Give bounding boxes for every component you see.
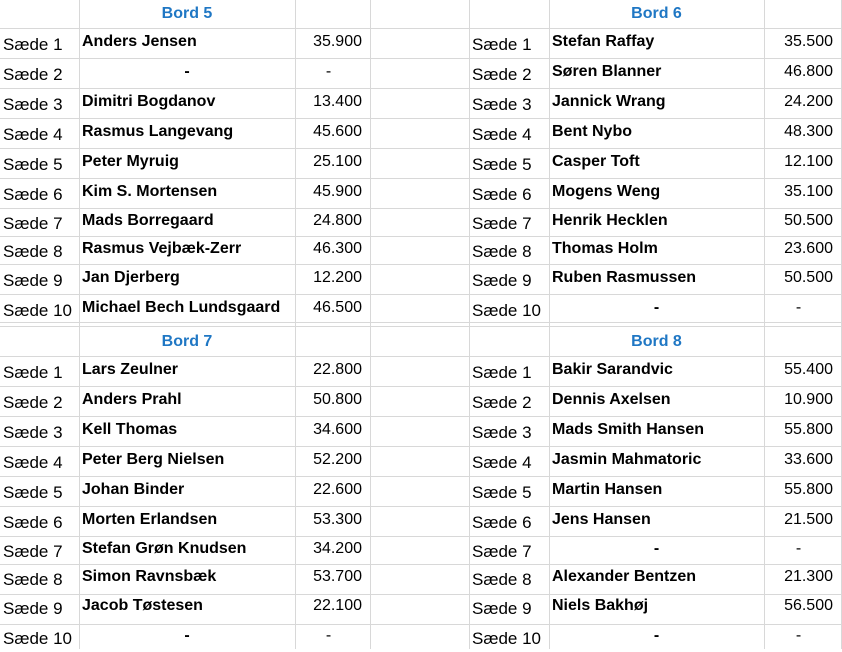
- grid-column-line: [549, 0, 550, 649]
- chip-amount[interactable]: 23.600: [784, 240, 833, 257]
- player-name[interactable]: Peter Berg Nielsen: [82, 451, 225, 468]
- chip-amount[interactable]: 24.800: [313, 212, 362, 229]
- chip-amount[interactable]: 46.800: [784, 63, 833, 80]
- seat-label[interactable]: Sæde 2: [472, 65, 532, 84]
- player-name[interactable]: Jannick Wrang: [552, 93, 666, 110]
- seat-label[interactable]: Sæde 9: [3, 599, 63, 618]
- chip-amount[interactable]: 53.700: [313, 568, 362, 585]
- player-name[interactable]: Rasmus Langevang: [82, 123, 234, 140]
- player-name[interactable]: Jan Djerberg: [82, 269, 180, 286]
- seat-label[interactable]: Sæde 8: [472, 242, 532, 261]
- chip-amount[interactable]: -: [325, 627, 332, 644]
- seat-label[interactable]: Sæde 6: [3, 185, 63, 204]
- seat-label[interactable]: Sæde 10: [3, 301, 72, 320]
- chip-amount[interactable]: 35.100: [784, 183, 833, 200]
- player-name[interactable]: Kell Thomas: [82, 421, 178, 438]
- chip-amount[interactable]: 52.200: [313, 451, 362, 468]
- seat-label[interactable]: Sæde 8: [472, 570, 532, 589]
- player-name[interactable]: Rasmus Vejbæk-Zerr: [82, 240, 242, 257]
- player-name[interactable]: Morten Erlandsen: [82, 511, 218, 528]
- player-name[interactable]: Søren Blanner: [552, 63, 662, 80]
- player-name[interactable]: Jacob Tøstesen: [82, 597, 203, 614]
- player-name[interactable]: Simon Ravnsbæk: [82, 568, 217, 585]
- seat-label[interactable]: Sæde 3: [3, 423, 63, 442]
- seat-label[interactable]: Sæde 3: [472, 95, 532, 114]
- seat-label[interactable]: Sæde 7: [3, 542, 63, 561]
- chip-amount[interactable]: 45.600: [313, 123, 362, 140]
- seat-label[interactable]: Sæde 4: [472, 453, 532, 472]
- player-name[interactable]: Anders Jensen: [82, 33, 197, 50]
- seat-label[interactable]: Sæde 2: [3, 65, 63, 84]
- chip-amount[interactable]: 12.200: [313, 269, 362, 286]
- player-name[interactable]: Mads Smith Hansen: [552, 421, 705, 438]
- player-name[interactable]: Johan Binder: [82, 481, 185, 498]
- player-name[interactable]: Mads Borregaard: [82, 212, 214, 229]
- seat-label[interactable]: Sæde 5: [3, 155, 63, 174]
- seat-label[interactable]: Sæde 5: [472, 483, 532, 502]
- seat-label[interactable]: Sæde 10: [3, 629, 72, 648]
- player-name[interactable]: Dennis Axelsen: [552, 391, 671, 408]
- player-name[interactable]: Peter Myruig: [82, 153, 179, 170]
- seat-label[interactable]: Sæde 1: [472, 363, 532, 382]
- chip-amount[interactable]: 13.400: [313, 93, 362, 110]
- chip-amount[interactable]: 56.500: [784, 597, 833, 614]
- grid-column-line: [370, 0, 371, 649]
- player-name[interactable]: Kim S. Mortensen: [82, 183, 218, 200]
- chip-amount[interactable]: 55.800: [784, 481, 833, 498]
- seat-label[interactable]: Sæde 2: [3, 393, 63, 412]
- player-name[interactable]: Mogens Weng: [552, 183, 661, 200]
- seat-label[interactable]: Sæde 8: [3, 570, 63, 589]
- chip-amount[interactable]: 34.600: [313, 421, 362, 438]
- chip-amount[interactable]: 53.300: [313, 511, 362, 528]
- player-name[interactable]: Martin Hansen: [552, 481, 663, 498]
- chip-amount[interactable]: 34.200: [313, 540, 362, 557]
- seat-label[interactable]: Sæde 4: [472, 125, 532, 144]
- chip-amount[interactable]: 21.300: [784, 568, 833, 585]
- chip-amount[interactable]: 10.900: [784, 391, 833, 408]
- player-name[interactable]: -: [653, 540, 660, 557]
- chip-amount[interactable]: -: [325, 63, 332, 80]
- seat-label[interactable]: Sæde 9: [472, 599, 532, 618]
- player-name[interactable]: Henrik Hecklen: [552, 212, 668, 229]
- seat-label[interactable]: Sæde 7: [3, 214, 63, 233]
- chip-amount[interactable]: 55.400: [784, 361, 833, 378]
- seat-label[interactable]: Sæde 4: [3, 453, 63, 472]
- chip-amount[interactable]: 48.300: [784, 123, 833, 140]
- table-title[interactable]: Bord 5: [161, 5, 213, 22]
- player-name[interactable]: Casper Toft: [552, 153, 640, 170]
- player-name[interactable]: Ruben Rasmussen: [552, 269, 697, 286]
- seat-label[interactable]: Sæde 5: [472, 155, 532, 174]
- seat-label[interactable]: Sæde 4: [3, 125, 63, 144]
- seat-label[interactable]: Sæde 6: [472, 513, 532, 532]
- seat-label[interactable]: Sæde 7: [472, 542, 532, 561]
- player-name[interactable]: Bakir Sarandvic: [552, 361, 673, 378]
- chip-amount[interactable]: 45.900: [313, 183, 362, 200]
- seat-label[interactable]: Sæde 5: [3, 483, 63, 502]
- chip-amount[interactable]: 46.500: [313, 299, 362, 316]
- chip-amount[interactable]: 55.800: [784, 421, 833, 438]
- player-name[interactable]: Michael Bech Lundsgaard: [82, 299, 281, 316]
- chip-amount[interactable]: 22.600: [313, 481, 362, 498]
- player-name[interactable]: -: [184, 63, 190, 80]
- seat-label[interactable]: Sæde 10: [472, 629, 541, 648]
- player-name[interactable]: Niels Bakhøj: [552, 597, 649, 614]
- chip-amount[interactable]: 46.300: [313, 240, 362, 257]
- seat-label[interactable]: Sæde 2: [472, 393, 532, 412]
- player-name[interactable]: Stefan Raffay: [552, 33, 655, 50]
- player-name[interactable]: Dimitri Bogdanov: [82, 93, 216, 110]
- player-name[interactable]: -: [653, 299, 660, 316]
- player-name[interactable]: Jasmin Mahmatoric: [552, 451, 702, 468]
- chip-amount[interactable]: 50.500: [784, 269, 833, 286]
- player-name[interactable]: Lars Zeulner: [82, 361, 179, 378]
- chip-amount[interactable]: 24.200: [784, 93, 833, 110]
- seat-label[interactable]: Sæde 3: [3, 95, 63, 114]
- seat-label[interactable]: Sæde 1: [3, 363, 63, 382]
- table-title[interactable]: Bord 6: [631, 5, 682, 22]
- chip-amount[interactable]: 21.500: [784, 511, 833, 528]
- grid-column-line: [79, 0, 80, 649]
- seat-label[interactable]: Sæde 6: [472, 185, 532, 204]
- seat-label[interactable]: Sæde 8: [3, 242, 63, 261]
- chip-amount[interactable]: 22.100: [313, 597, 362, 614]
- player-name[interactable]: -: [184, 627, 190, 644]
- seat-label[interactable]: Sæde 10: [472, 301, 541, 320]
- player-name[interactable]: Alexander Bentzen: [552, 568, 697, 585]
- chip-amount[interactable]: 35.500: [784, 33, 833, 50]
- chip-amount[interactable]: -: [795, 627, 802, 644]
- table-title[interactable]: Bord 8: [631, 333, 682, 350]
- seat-label[interactable]: Sæde 6: [3, 513, 63, 532]
- chip-amount[interactable]: 33.600: [784, 451, 833, 468]
- chip-amount[interactable]: -: [795, 540, 802, 557]
- seat-label[interactable]: Sæde 7: [472, 214, 532, 233]
- seat-label[interactable]: Sæde 9: [472, 271, 532, 290]
- player-name[interactable]: Bent Nybo: [552, 123, 632, 140]
- chip-amount[interactable]: -: [795, 299, 802, 316]
- chip-amount[interactable]: 35.900: [313, 33, 362, 50]
- table-title[interactable]: Bord 7: [161, 333, 213, 350]
- seat-label[interactable]: Sæde 9: [3, 271, 63, 290]
- chip-amount[interactable]: 22.800: [313, 361, 362, 378]
- player-name[interactable]: -: [653, 627, 660, 644]
- seat-label[interactable]: Sæde 3: [472, 423, 532, 442]
- chip-amount[interactable]: 12.100: [784, 153, 833, 170]
- grid-row-line: [0, 326, 842, 327]
- chip-amount[interactable]: 25.100: [313, 153, 362, 170]
- seat-label[interactable]: Sæde 1: [3, 35, 63, 54]
- chip-amount[interactable]: 50.800: [313, 391, 362, 408]
- seat-label[interactable]: Sæde 1: [472, 35, 532, 54]
- grid-column-line: [469, 0, 470, 649]
- grid-row-line: [0, 322, 842, 323]
- chip-amount[interactable]: 50.500: [784, 212, 833, 229]
- player-name[interactable]: Anders Prahl: [82, 391, 182, 408]
- player-name[interactable]: Jens Hansen: [552, 511, 651, 528]
- player-name[interactable]: Stefan Grøn Knudsen: [82, 540, 247, 557]
- player-name[interactable]: Thomas Holm: [552, 240, 658, 257]
